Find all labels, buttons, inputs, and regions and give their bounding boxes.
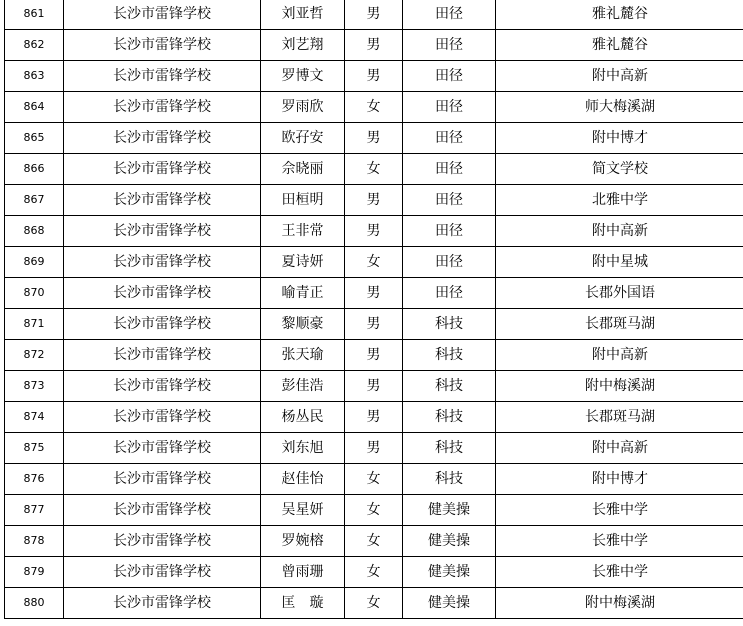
cell-destination-school[interactable]: 长郡斑马湖 — [496, 402, 743, 433]
cell-destination-school[interactable]: 简文学校 — [496, 154, 743, 185]
cell-gender[interactable]: 男 — [345, 309, 403, 340]
cell-number[interactable]: 867 — [5, 185, 64, 216]
cell-specialty[interactable]: 田径 — [403, 92, 496, 123]
cell-number[interactable]: 873 — [5, 371, 64, 402]
cell-school[interactable]: 长沙市雷锋学校 — [64, 61, 261, 92]
cell-school[interactable]: 长沙市雷锋学校 — [64, 495, 261, 526]
cell-number[interactable]: 870 — [5, 278, 64, 309]
cell-school[interactable]: 长沙市雷锋学校 — [64, 0, 261, 30]
cell-specialty[interactable]: 健美操 — [403, 495, 496, 526]
cell-specialty[interactable]: 科技 — [403, 402, 496, 433]
cell-number[interactable]: 865 — [5, 123, 64, 154]
cell-destination-school[interactable]: 附中梅溪湖 — [496, 588, 743, 619]
cell-student-name[interactable]: 曾雨珊 — [261, 557, 345, 588]
cell-student-name[interactable]: 彭佳浩 — [261, 371, 345, 402]
cell-student-name[interactable]: 张天瑜 — [261, 340, 345, 371]
cell-school[interactable]: 长沙市雷锋学校 — [64, 340, 261, 371]
cell-specialty[interactable]: 科技 — [403, 371, 496, 402]
cell-destination-school[interactable]: 附中星城 — [496, 247, 743, 278]
cell-school[interactable]: 长沙市雷锋学校 — [64, 433, 261, 464]
cell-gender[interactable]: 男 — [345, 278, 403, 309]
cell-school[interactable]: 长沙市雷锋学校 — [64, 464, 261, 495]
cell-specialty[interactable]: 健美操 — [403, 526, 496, 557]
cell-specialty[interactable]: 科技 — [403, 340, 496, 371]
cell-student-name[interactable]: 匡 璇 — [261, 588, 345, 619]
cell-student-name[interactable]: 刘亚哲 — [261, 0, 345, 30]
table-row — [5, 216, 743, 247]
cell-destination-school[interactable]: 附中博才 — [496, 123, 743, 154]
cell-school[interactable]: 长沙市雷锋学校 — [64, 123, 261, 154]
cell-destination-school[interactable]: 长雅中学 — [496, 495, 743, 526]
cell-specialty[interactable]: 田径 — [403, 30, 496, 61]
table-row — [5, 278, 743, 309]
cell-number[interactable]: 864 — [5, 92, 64, 123]
table-row — [5, 30, 743, 61]
table-row — [5, 433, 743, 464]
cell-gender[interactable]: 男 — [345, 123, 403, 154]
cell-specialty[interactable]: 科技 — [403, 433, 496, 464]
cell-number[interactable]: 866 — [5, 154, 64, 185]
cell-destination-school[interactable]: 长雅中学 — [496, 557, 743, 588]
roster-body — [5, 0, 743, 619]
cell-destination-school[interactable]: 长郡斑马湖 — [496, 309, 743, 340]
cell-destination-school[interactable]: 雅礼麓谷 — [496, 30, 743, 61]
cell-student-name[interactable]: 黎顺豪 — [261, 309, 345, 340]
table-row — [5, 247, 743, 278]
cell-student-name[interactable]: 夏诗妍 — [261, 247, 345, 278]
table-row — [5, 92, 743, 123]
cell-number[interactable]: 874 — [5, 402, 64, 433]
cell-specialty[interactable]: 田径 — [403, 216, 496, 247]
cell-specialty[interactable]: 健美操 — [403, 557, 496, 588]
cell-destination-school[interactable]: 附中博才 — [496, 464, 743, 495]
cell-number[interactable]: 879 — [5, 557, 64, 588]
cell-number[interactable]: 861 — [5, 0, 64, 30]
cell-student-name[interactable]: 罗博文 — [261, 61, 345, 92]
cell-destination-school[interactable]: 雅礼麓谷 — [496, 0, 743, 30]
cell-student-name[interactable]: 赵佳怡 — [261, 464, 345, 495]
cell-gender[interactable]: 男 — [345, 433, 403, 464]
cell-gender[interactable]: 男 — [345, 30, 403, 61]
cell-destination-school[interactable]: 师大梅溪湖 — [496, 92, 743, 123]
cell-destination-school[interactable]: 长雅中学 — [496, 526, 743, 557]
cell-number[interactable]: 868 — [5, 216, 64, 247]
table-row — [5, 495, 743, 526]
cell-number[interactable]: 871 — [5, 309, 64, 340]
cell-student-name[interactable]: 佘晓丽 — [261, 154, 345, 185]
table-row — [5, 557, 743, 588]
cell-number[interactable]: 877 — [5, 495, 64, 526]
cell-destination-school[interactable]: 北雅中学 — [496, 185, 743, 216]
cell-school[interactable]: 长沙市雷锋学校 — [64, 30, 261, 61]
cell-specialty[interactable]: 科技 — [403, 309, 496, 340]
table-row — [5, 154, 743, 185]
table-row — [5, 309, 743, 340]
cell-school[interactable]: 长沙市雷锋学校 — [64, 526, 261, 557]
cell-student-name[interactable]: 王非常 — [261, 216, 345, 247]
cell-student-name[interactable]: 刘东旭 — [261, 433, 345, 464]
table-row — [5, 464, 743, 495]
cell-specialty[interactable]: 田径 — [403, 247, 496, 278]
cell-school[interactable]: 长沙市雷锋学校 — [64, 216, 261, 247]
cell-school[interactable]: 长沙市雷锋学校 — [64, 92, 261, 123]
cell-number[interactable]: 880 — [5, 588, 64, 619]
cell-school[interactable]: 长沙市雷锋学校 — [64, 371, 261, 402]
cell-destination-school[interactable]: 附中高新 — [496, 433, 743, 464]
cell-school[interactable]: 长沙市雷锋学校 — [64, 557, 261, 588]
cell-destination-school[interactable]: 附中高新 — [496, 340, 743, 371]
table-row — [5, 588, 743, 619]
cell-specialty[interactable]: 健美操 — [403, 588, 496, 619]
cell-gender[interactable]: 男 — [345, 61, 403, 92]
cell-gender[interactable]: 女 — [345, 588, 403, 619]
cell-school[interactable]: 长沙市雷锋学校 — [64, 402, 261, 433]
cell-specialty[interactable]: 田径 — [403, 154, 496, 185]
cell-gender[interactable]: 女 — [345, 464, 403, 495]
cell-student-name[interactable]: 杨丛民 — [261, 402, 345, 433]
cell-student-name[interactable]: 欧孖安 — [261, 123, 345, 154]
cell-school[interactable]: 长沙市雷锋学校 — [64, 247, 261, 278]
cell-number[interactable]: 875 — [5, 433, 64, 464]
cell-number[interactable]: 872 — [5, 340, 64, 371]
cell-student-name[interactable]: 罗雨欣 — [261, 92, 345, 123]
cell-gender[interactable]: 女 — [345, 495, 403, 526]
cell-gender[interactable]: 男 — [345, 185, 403, 216]
cell-gender[interactable]: 男 — [345, 402, 403, 433]
cell-specialty[interactable]: 科技 — [403, 464, 496, 495]
cell-student-name[interactable]: 吴星妍 — [261, 495, 345, 526]
cell-student-name[interactable]: 罗婉榕 — [261, 526, 345, 557]
cell-gender[interactable]: 女 — [345, 526, 403, 557]
table-row — [5, 185, 743, 216]
cell-number[interactable]: 869 — [5, 247, 64, 278]
table-row — [5, 123, 743, 154]
cell-school[interactable]: 长沙市雷锋学校 — [64, 278, 261, 309]
cell-student-name[interactable]: 田桓明 — [261, 185, 345, 216]
cell-number[interactable]: 876 — [5, 464, 64, 495]
cell-number[interactable]: 878 — [5, 526, 64, 557]
table-row — [5, 402, 743, 433]
cell-destination-school[interactable]: 长郡外国语 — [496, 278, 743, 309]
cell-student-name[interactable]: 喻青正 — [261, 278, 345, 309]
table-row — [5, 0, 743, 30]
cell-destination-school[interactable]: 附中梅溪湖 — [496, 371, 743, 402]
table-row — [5, 340, 743, 371]
cell-number[interactable]: 862 — [5, 30, 64, 61]
student-roster-table — [4, 0, 743, 619]
cell-gender[interactable]: 男 — [345, 371, 403, 402]
cell-gender[interactable]: 女 — [345, 247, 403, 278]
cell-gender[interactable]: 女 — [345, 557, 403, 588]
cell-gender[interactable]: 男 — [345, 216, 403, 247]
cell-number[interactable]: 863 — [5, 61, 64, 92]
cell-specialty[interactable]: 田径 — [403, 185, 496, 216]
cell-school[interactable]: 长沙市雷锋学校 — [64, 185, 261, 216]
cell-destination-school[interactable]: 附中高新 — [496, 216, 743, 247]
cell-school[interactable]: 长沙市雷锋学校 — [64, 154, 261, 185]
cell-school[interactable]: 长沙市雷锋学校 — [64, 309, 261, 340]
table-row — [5, 61, 743, 92]
cell-school[interactable]: 长沙市雷锋学校 — [64, 588, 261, 619]
cell-specialty[interactable]: 田径 — [403, 61, 496, 92]
cell-student-name[interactable]: 刘艺翔 — [261, 30, 345, 61]
cell-gender[interactable]: 男 — [345, 340, 403, 371]
cell-specialty[interactable]: 田径 — [403, 123, 496, 154]
table-row — [5, 371, 743, 402]
cell-specialty[interactable]: 田径 — [403, 278, 496, 309]
cell-gender[interactable]: 男 — [345, 0, 403, 30]
cell-gender[interactable]: 女 — [345, 154, 403, 185]
cell-destination-school[interactable]: 附中高新 — [496, 61, 743, 92]
cell-gender[interactable]: 女 — [345, 92, 403, 123]
cell-specialty[interactable]: 田径 — [403, 0, 496, 30]
table-row — [5, 526, 743, 557]
